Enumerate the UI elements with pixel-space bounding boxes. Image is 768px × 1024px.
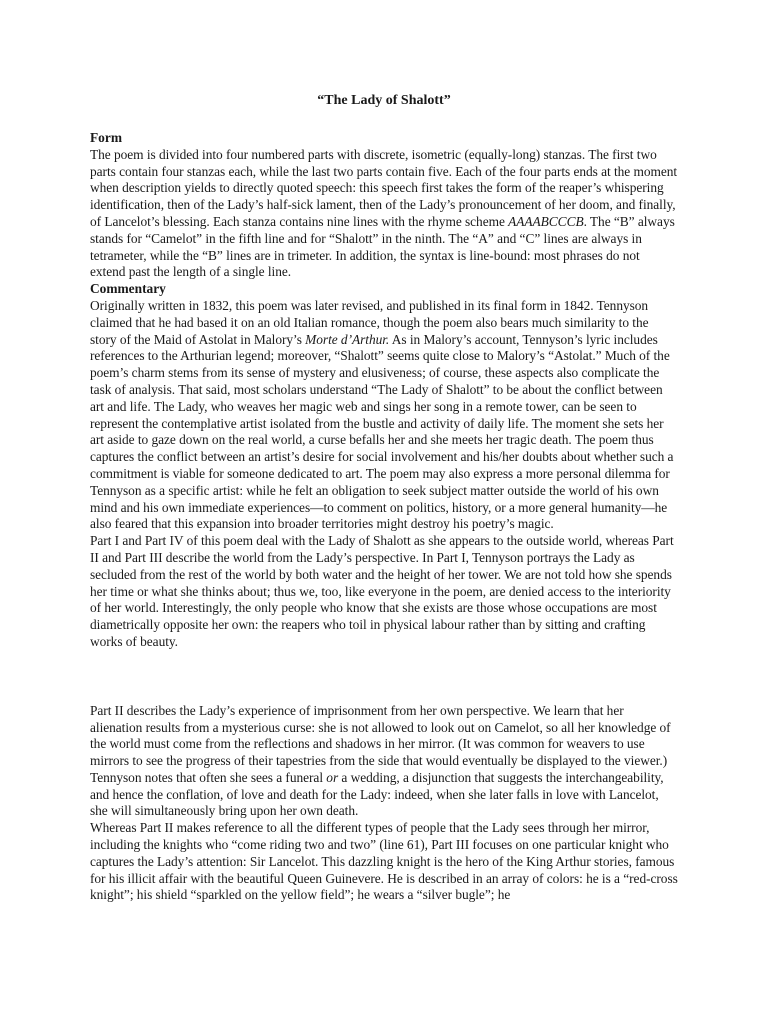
form-text-b: . The “B” always stands for “Camelot” in the fifth line and for “Shalott” in the ninth. The “A” and “C” lines are always in tetrameter, while the “B” lines are in trimeter. In addition, the syntax is line-bound: most phrases do not extend past the length of a single line. [90,213,675,280]
commentary-text-a: Originally written in 1832, this poem was later revised, and published in its final form in 1842. Tennyson claimed that he had based it on an old Italian romance, though the poem also bears much similarity to the story of the Maid of Astolat in Malory’s [90,297,649,347]
document-title: “The Lady of Shalott” [317,93,451,108]
part-3-paragraph: Whereas Part II makes reference to all the different types of people that the Lady sees through her mirror, including the knights who “come riding two and two” (line 61), Part III focuses on one particular knight who captures the Lady’s attention: Sir Lancelot. This dazzling knight is the hero of the King Arthur stories, famous for his illicit affair with the beautiful Queen Guinevere. He is described in an array of colors: he is a “red-cross knight”; his shield “sparkled on the yellow field”; he wears a “silver bugle”; he [90,820,678,903]
parts-1-4-paragraph: Part I and Part IV of this poem deal with the Lady of Shalott as she appears to the outside world, whereas Part II and Part III describe the world from the Lady’s perspective. In Part I, Tennyson portrays the Lady as secluded from the rest of the world by both water and the height of her tower. We are not told how she spends her time or what she thinks about; thus we, too, like everyone in the poem, are denied access to the interiority of her world. Interestingly, the only people who know that she exists are those whose occupations are most diametrically opposite her own: the reapers who toil in physical labour rather than by sitting and crafting works of beauty. [90,533,674,649]
commentary-text-b: As in Malory’s account, Tennyson’s lyric includes references to the Arthurian legend; moreover, “Shalott” seems quite close to Malory’s “Astolat.” Much of the poem’s charm stems from its sense of mystery and elusiveness; of course, these aspects also complicate the task of analysis. That said, most scholars understand “The Lady of Shalott” to be about the conflict between art and life. The Lady, who weaves her magic web and sings her song in a remote tower, can be seen to represent the contemplative artist isolated from the bustle and activity of daily life. The moment she sets her art aside to gaze down on the real world, a curse befalls her and she meets her tragic death. The poem thus captures the conflict between an artist’s desire for social involvement and his/her doubts about whether such a commitment is viable for someone dedicated to art. The poem may also express a more personal dilemma for Tennyson as a specific artist: while he felt an obligation to seek subject matter outside the world of his own mind and his own immediate experiences—to comment on politics, history, or a more general humanity—he also feared that this expansion into broader territories might destroy his poetry’s magic. [90,331,674,532]
part-2-text-b: a wedding, a disjunction that suggests the interchangeability, and hence the conflation, of love and death for the Lady: indeed, when she later falls in love with Lancelot, she will simultaneously bring upon her own death. [90,769,664,819]
part-2-paragraph [90,703,678,821]
book-title: Morte d’Arthur. [305,331,390,347]
commentary-heading: Commentary [90,281,166,297]
form-heading: Form [90,130,122,145]
part-2-text-a: Part II describes the Lady’s experience of imprisonment from her own perspective. We learn that her alienation results from a mysterious curse: she is not allowed to look out on Camelot, so all her knowledge of the world must come from the reflections and shadows in her mirror. (It was common for weavers to use mirrors to see the progress of their tapestries from the side that would eventually be displayed to the viewer.) Tennyson notes that often she sees a funeral [90,702,671,785]
section-gap [90,651,678,703]
form-text-a: The poem is divided into four numbered parts with discrete, isometric (equally-long) stanzas. The first two parts contain four stanzas each, while the last two parts contain five. Each of the four parts ends at the moment when description yields to directly quoted speech: this speech first takes the form of the reaper’s whispering identification, then of the Lady’s half-sick lament, then of the Lady’s pronouncement of her doom, and finally, of Lancelot’s blessing. Each stanza contains nine lines with the rhyme scheme [90,146,678,229]
emphasis-or: or [326,769,339,785]
form-paragraph [90,147,678,281]
rhyme-scheme: AAAABCCCB [508,213,584,229]
commentary-paragraph [90,298,678,533]
